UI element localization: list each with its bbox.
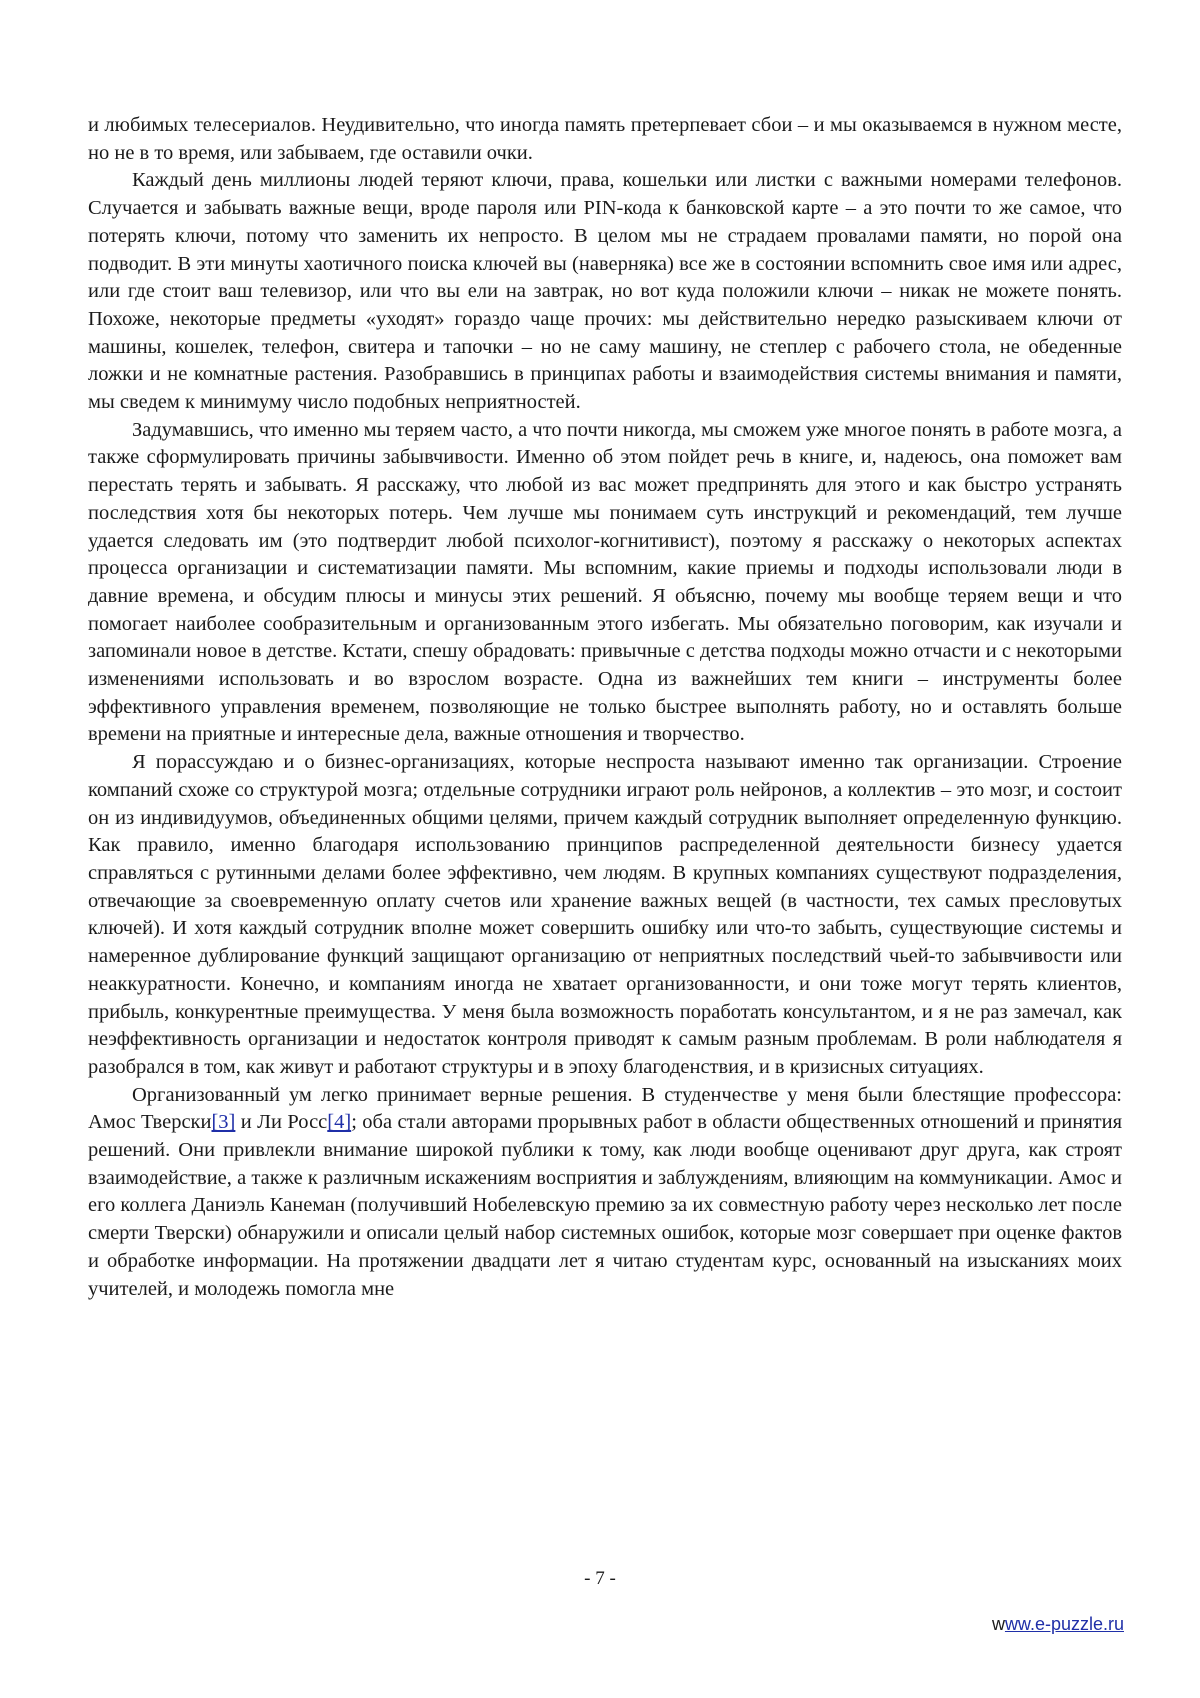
website-link-prefix: w <box>992 1614 1005 1634</box>
paragraph <box>88 167 1122 416</box>
website-link-text[interactable]: ww.e-puzzle.ru <box>1005 1614 1124 1634</box>
paragraph <box>88 417 1122 749</box>
paragraph-text: ; оба стали авторами прорывных работ в области общественных отношений и принятия решений. Они привлекли внимание широкой публики к тому, как люди вообще оценивают друг друга, как строят взаимодействие, а также к различным искажениям восприятия и заблуждениям, влияющим на коммуникации. Амос и его коллега Даниэль Канеман (получивший Нобелевскую премию за их совместную работу через несколько лет после смерти Тверски) обнаружили и описали целый набор системных ошибок, которые мозг совершает при оценке фактов и обработке информации. На протяжении двадцати лет я читаю студентам курс, основанный на изысканиях моих учителей, и молодежь помогла мне <box>88 1111 1122 1299</box>
paragraph-text: Я порассуждаю и о бизнес-организациях, которые неспроста называют именно так организации. Строение компаний схоже со структурой мозга; отдельные сотрудники играют роль нейронов, а коллектив – это мозг, и состоит он из индивидуумов, объединенных общими целями, причем каждый сотрудник выполняет определенную функцию. Как правило, именно благодаря использованию принципов распределенной деятельности бизнесу удается справляться с рутинными делами более эффективно, чем людям. В крупных компаниях существуют подразделения, отвечающие за своевременную оплату счетов или хранение важных вещей (в частности, тех самых пресловутых ключей). И хотя каждый сотрудник вполне может совершить ошибку или что-то забыть, существующие системы и намеренное дублирование функций защищают организацию от неприятных последствий чьей-то забывчивости или неаккуратности. Конечно, и компаниям иногда не хватает организованности, и они тоже могут терять клиентов, прибыль, конкурентные преимущества. У меня была возможность поработать консультантом, и я не раз замечал, как неэффективность организации и недостаток контроля приводят к самым разным проблемам. В роли наблюдателя я разобрался в том, как живут и работают структуры и в эпоху благоденствия, и в кризисных ситуациях. <box>88 751 1122 1078</box>
paragraph <box>88 112 1122 167</box>
paragraph <box>88 1082 1122 1304</box>
paragraph-text: Задумавшись, что именно мы теряем часто, а что почти никогда, мы сможем уже многое понять в работе мозга, а также сформулировать причины забывчивости. Именно об этом пойдет речь в книге, и, надеюсь, она поможет вам перестать терять и забывать. Я расскажу, что любой из вас может предпринять для этого и как быстро устранять последствия хотя бы некоторых потерь. Чем лучше мы понимаем суть инструкций и рекомендаций, тем лучше удается следовать им (это подтвердит любой психолог-когнитивист), поэтому я расскажу о некоторых аспектах процесса организации и систематизации памяти. Мы вспомним, какие приемы и подходы использовали люди в давние времена, и обсудим плюсы и минусы этих решений. Я объясню, почему мы вообще теряем вещи и что помогает наиболее сообразительным и организованным этого избегать. Мы обязательно поговорим, как изучали и запоминали новое в детстве. Кстати, спешу обрадовать: привычные с детства подходы можно отчасти и с некоторыми изменениями использовать и во взрослом возрасте. Одна из важнейших тем книги – инструменты более эффективного управления временем, позволяющие не только быстрее выполнять работу, но и оставлять больше времени на приятные и интересные дела, важные отношения и творчество. <box>88 419 1122 746</box>
paragraph <box>88 749 1122 1081</box>
paragraph-text: и Ли Росс <box>235 1111 327 1133</box>
footnote-link[interactable]: [3] <box>211 1111 235 1133</box>
footnote-link[interactable]: [4] <box>327 1111 351 1133</box>
paragraph-text: Каждый день миллионы людей теряют ключи, права, кошельки или листки с важными номерами телефонов. Случается и забывать важные вещи, вроде пароля или PIN-кода к банковской карте – а это почти то же самое, что потерять ключи, потому что заменить их непросто. В целом мы не страдаем провалами памяти, но порой она подводит. В эти минуты хаотичного поиска ключей вы (наверняка) все же в состоянии вспомнить свое имя или адрес, или где стоит ваш телевизор, или что вы ели на завтрак, но вот куда положили ключи – никак не можете понять. Похоже, некоторые предметы «уходят» гораздо чаще прочих: мы действительно нередко разыскиваем ключи от машины, кошелек, телефон, свитера и тапочки – но не саму машину, не степлер с рабочего стола, не обеденные ложки и не комнатные растения. Разобравшись в принципах работы и взаимодействия системы внимания и памяти, мы сведем к минимуму число подобных неприятностей. <box>88 169 1122 413</box>
website-link[interactable] <box>992 1614 1124 1635</box>
document-page <box>0 0 1200 1698</box>
page-number: - 7 - <box>0 1568 1200 1590</box>
paragraph-text: и любимых телесериалов. Неудивительно, что иногда память претерпевает сбои – и мы оказываемся в нужном месте, но не в то время, или забываем, где оставили очки. <box>88 114 1122 164</box>
paragraph-text: Организованный ум легко принимает верные решения. В студенчестве у меня были блестящие профессора: Амос Тверски <box>88 1084 1122 1134</box>
body-text <box>88 112 1122 1303</box>
